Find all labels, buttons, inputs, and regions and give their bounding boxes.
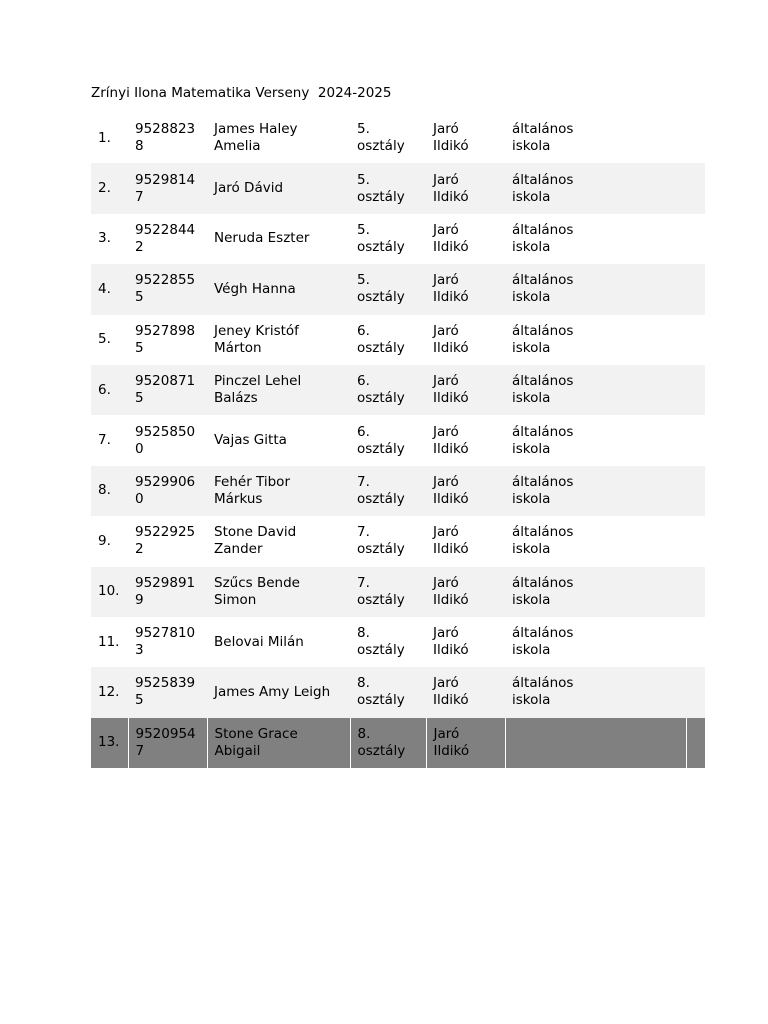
school-a-line: általános [512,221,574,238]
school-type-cell [505,264,686,314]
school-type-cell [505,415,686,465]
school-b-line: iskola [512,238,551,255]
grade-a-line: 7. [357,524,370,541]
school-type-cell [505,567,686,617]
trailing-cell [686,264,705,314]
name-b-line: Márkus [214,490,263,507]
results-table [91,113,705,768]
trailing-cell [686,516,705,566]
teacher-a-line: Jaró [433,171,459,188]
student-name-cell [207,667,350,717]
row-number-cell: 13. [91,718,128,768]
teacher-cell [426,264,505,314]
school-b-line: iskola [512,642,551,659]
teacher-a-line: Jaró [433,473,459,490]
teacher-cell [426,315,505,365]
code-b-line: 5 [135,339,144,356]
row-number-cell: 3. [98,230,111,247]
name-b-line: Abigail [214,742,261,759]
grade-cell [350,315,426,365]
table-row[interactable] [91,163,705,213]
school-type-cell [505,113,686,163]
grade-b-line: osztály [357,692,405,709]
grade-b-line: osztály [357,742,406,759]
grade-a-line: 5. [357,272,370,289]
code-b-line: 3 [135,642,144,659]
row-number-cell: 9. [98,532,111,549]
teacher-b-line: Ildikó [433,440,469,457]
school-b-line: iskola [512,541,551,558]
name-a-line: Stone David [214,524,297,541]
row-number-cell: 10. [91,567,128,617]
student-name-cell [207,315,350,365]
table-row[interactable] [91,667,705,717]
name-a-line: Szűcs Bende [214,574,300,591]
teacher-b-line: Ildikó [433,642,469,659]
student-name-cell [207,415,350,465]
student-name-cell [207,567,350,617]
school-type-cell [505,214,686,264]
name-a-line: James Haley [214,121,298,138]
teacher-cell [426,214,505,264]
trailing-cell [686,466,705,516]
student-name-cell [207,365,350,415]
school-a-line: általános [512,625,574,642]
name-b-line: Amelia [214,138,261,155]
teacher-a-line: Jaró [433,675,459,692]
student-name-cell [207,617,350,667]
code-b-line: 8 [135,138,144,155]
grade-a-line: 8. [357,625,370,642]
code-a-line: 9527810 [135,625,196,642]
teacher-cell [426,567,505,617]
name-a-line: James Amy Leigh [214,683,331,700]
table-row[interactable] [91,315,705,365]
row-number-cell: 11. [98,633,120,650]
name-b-line: Márton [214,339,262,356]
student-code-cell [128,365,207,415]
teacher-a-line: Jaró [433,423,459,440]
name-a-line: Belovai Milán [214,633,304,650]
student-name-cell [207,516,350,566]
student-name-cell [207,214,350,264]
school-b-line: iskola [512,339,551,356]
school-type-cell [505,365,686,415]
table-row[interactable] [91,214,705,264]
trailing-cell [686,214,705,264]
code-a-line: 9529906 [135,473,196,490]
name-a-line: Jeney Kristóf [214,322,299,339]
table-row[interactable] [91,415,705,465]
trailing-cell [686,163,705,213]
grade-a-line: 8. [357,675,370,692]
teacher-b-line: Ildikó [433,541,469,558]
grade-a-line: 5. [357,121,370,138]
row-number-cell: 8. [91,466,128,516]
school-type-cell [505,315,686,365]
school-a-line: általános [512,524,574,541]
teacher-b-line: Ildikó [433,591,469,608]
student-code-cell [128,315,207,365]
student-code-cell [128,415,207,465]
code-a-line: 9522855 [135,272,196,289]
code-b-line: 5 [135,692,144,709]
name-a-line: Stone Grace [214,725,298,742]
row-number-cell: 2. [91,163,128,213]
school-b-line: iskola [512,390,551,407]
teacher-b-line: Ildikó [433,692,469,709]
school-a-line: általános [512,171,574,188]
school-b-line: iskola [512,188,551,205]
table-row[interactable] [91,617,705,667]
teacher-b-line: Ildikó [433,238,469,255]
teacher-b-line: Ildikó [433,490,469,507]
grade-cell [350,214,426,264]
teacher-cell [426,365,505,415]
grade-cell [350,163,426,213]
grade-cell [350,466,426,516]
grade-b-line: osztály [357,490,405,507]
school-a-line: általános [512,675,574,692]
name-a-line: Neruda Eszter [214,230,310,247]
student-code-cell [128,516,207,566]
school-type-cell [505,667,686,717]
code-b-line: 0 [135,490,144,507]
student-name-cell [207,718,350,768]
school-a-line: általános [512,373,574,390]
row-number-cell: 1. [98,129,111,146]
name-a-line: Végh Hanna [214,280,296,297]
grade-b-line: osztály [357,289,405,306]
teacher-b-line: Ildikó [433,390,469,407]
row-number-cell: 12. [91,667,128,717]
teacher-cell [426,163,505,213]
student-name-cell [207,163,350,213]
student-code-cell [128,214,207,264]
code-b-line: 0 [135,440,144,457]
code-a-line: 9520871 [135,373,196,390]
grade-b-line: osztály [357,339,405,356]
student-name-cell [207,113,350,163]
teacher-cell [426,466,505,516]
school-type-cell [505,718,686,768]
row-number-cell: 7. [98,432,111,449]
name-b-line: Simon [214,591,257,608]
table-row[interactable] [91,516,705,566]
school-b-line: iskola [512,138,551,155]
teacher-a-line: Jaró [433,272,459,289]
name-b-line: Balázs [214,390,258,407]
teacher-a-line: Jaró [433,524,459,541]
code-b-line: 9 [135,591,144,608]
grade-cell [350,264,426,314]
grade-a-line: 6. [357,423,370,440]
grade-cell [350,365,426,415]
student-code-cell [128,466,207,516]
grade-a-line: 8. [357,725,371,742]
code-a-line: 9527898 [135,322,196,339]
table-row[interactable] [91,264,705,314]
student-code-cell [128,718,207,768]
code-b-line: 7 [135,188,144,205]
teacher-a-line: Jaró [433,574,459,591]
school-a-line: általános [512,121,574,138]
table-row[interactable] [91,567,705,617]
teacher-cell [426,617,505,667]
school-type-cell [505,516,686,566]
row-number-cell: 4. [91,264,128,314]
row-number-cell: 6. [91,365,128,415]
code-a-line: 9525850 [135,423,196,440]
code-b-line: 2 [135,238,144,255]
school-type-cell [505,617,686,667]
teacher-cell [426,667,505,717]
teacher-a-line: Jaró [433,625,459,642]
teacher-b-line: Ildikó [433,188,469,205]
school-b-line: iskola [512,440,551,457]
grade-b-line: osztály [357,238,405,255]
trailing-cell [686,415,705,465]
name-a-line: Jaró Dávid [214,180,284,197]
code-b-line: 7 [135,742,145,759]
school-a-line: általános [512,574,574,591]
grade-a-line: 6. [357,373,370,390]
teacher-b-line: Ildikó [433,289,469,306]
table-row[interactable] [91,365,705,415]
code-a-line: 9528823 [135,121,196,138]
name-a-line: Pinczel Lehel [214,373,302,390]
grade-b-line: osztály [357,138,405,155]
code-a-line: 9525839 [135,675,196,692]
code-b-line: 5 [135,289,144,306]
code-a-line: 9529814 [135,171,196,188]
student-code-cell [128,617,207,667]
grade-cell [350,567,426,617]
grade-a-line: 7. [357,574,370,591]
code-b-line: 5 [135,390,144,407]
name-b-line: Zander [214,541,263,558]
trailing-cell [686,718,705,768]
student-code-cell [128,264,207,314]
grade-a-line: 7. [357,473,370,490]
teacher-a-line: Jaró [433,221,459,238]
grade-a-line: 5. [357,221,370,238]
teacher-cell [426,516,505,566]
grade-b-line: osztály [357,390,405,407]
trailing-cell [686,567,705,617]
grade-cell [350,718,426,768]
school-b-line: iskola [512,591,551,608]
code-a-line: 9522844 [135,221,196,238]
school-a-line: általános [512,473,574,490]
code-b-line: 2 [135,541,144,558]
grade-cell [350,113,426,163]
trailing-cell [686,667,705,717]
code-a-line: 9520954 [135,725,196,742]
grade-b-line: osztály [357,440,405,457]
grade-b-line: osztály [357,541,405,558]
table-row[interactable] [91,466,705,516]
trailing-cell [686,315,705,365]
trailing-cell [686,113,705,163]
grade-cell [350,415,426,465]
grade-cell [350,516,426,566]
teacher-b-line: Ildikó [433,138,469,155]
table-row[interactable] [91,718,705,768]
school-b-line: iskola [512,289,551,306]
trailing-cell [686,365,705,415]
grade-cell [350,667,426,717]
name-a-line: Vajas Gitta [214,432,287,449]
student-code-cell [128,567,207,617]
teacher-cell [426,718,505,768]
grade-a-line: 6. [357,322,370,339]
row-number-cell: 5. [98,331,111,348]
teacher-a-line: Jaró [433,121,459,138]
school-b-line: iskola [512,490,551,507]
school-type-cell [505,466,686,516]
school-a-line: általános [512,322,574,339]
grade-b-line: osztály [357,591,405,608]
grade-b-line: osztály [357,642,405,659]
teacher-a-line: Jaró [433,725,460,742]
grade-b-line: osztály [357,188,405,205]
grade-a-line: 5. [357,171,370,188]
teacher-b-line: Ildikó [433,339,469,356]
school-type-cell [505,163,686,213]
teacher-cell [426,415,505,465]
page-title: Zrínyi Ilona Matematika Verseny 2024-2025 [91,85,392,101]
school-a-line: általános [512,272,574,289]
student-name-cell [207,264,350,314]
teacher-b-line: Ildikó [433,742,470,759]
trailing-cell [686,617,705,667]
grade-cell [350,617,426,667]
teacher-cell [426,113,505,163]
code-a-line: 9529891 [135,574,196,591]
student-code-cell [128,667,207,717]
teacher-a-line: Jaró [433,322,459,339]
table-body [91,113,705,768]
table-row[interactable] [91,113,705,163]
student-code-cell [128,163,207,213]
student-name-cell [207,466,350,516]
name-a-line: Fehér Tibor [214,473,290,490]
student-code-cell [128,113,207,163]
school-a-line: általános [512,423,574,440]
teacher-a-line: Jaró [433,373,459,390]
school-b-line: iskola [512,692,551,709]
code-a-line: 9522925 [135,524,196,541]
